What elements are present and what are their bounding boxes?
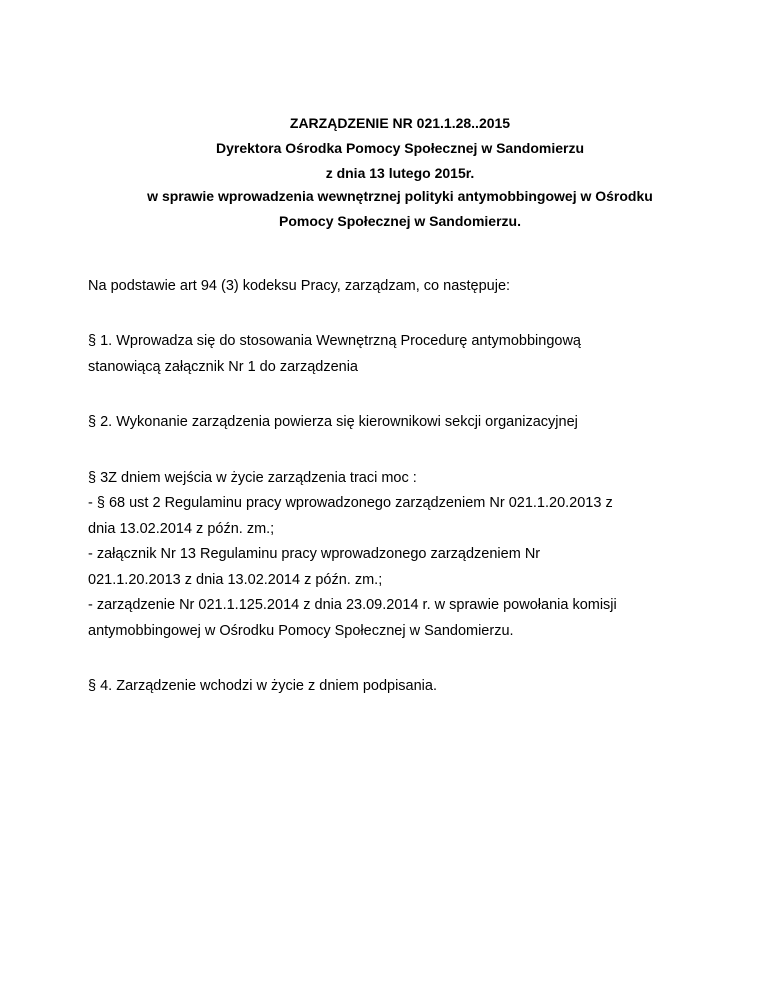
document-date: z dnia 13 lutego 2015r. [325, 165, 475, 181]
document-subject-line-2: Pomocy Społecznej w Sandomierzu. [279, 213, 521, 229]
section-3-item-1-line-1: - § 68 ust 2 Regulaminu pracy wprowadzonego zarządzeniem Nr 021.1.20.2013 z [88, 495, 613, 511]
section-3-intro: § 3Z dniem wejścia w życie zarządzenia traci moc : [88, 470, 417, 486]
section-3-item-3-line-1: - zarządzenie Nr 021.1.125.2014 z dnia 23.09.2014 r. w sprawie powołania komisji [88, 597, 617, 613]
section-1-line-1: § 1. Wprowadza się do stosowania Wewnętrzną Procedurę antymobbingową [88, 333, 581, 349]
section-3-item-3-line-2: antymobbingowej w Ośrodku Pomocy Społecznej w Sandomierzu. [88, 623, 514, 639]
legal-basis-paragraph: Na podstawie art 94 (3) kodeksu Pracy, zarządzam, co następuje: [88, 278, 511, 294]
section-3-item-1-line-2: dnia 13.02.2014 z późn. zm.; [88, 521, 275, 537]
document-title: ZARZĄDZENIE NR 021.1.28..2015 [289, 115, 511, 131]
document-subject-line-1: w sprawie wprowadzenia wewnętrznej polityki antymobbingowej w Ośrodku [147, 188, 653, 204]
section-4-paragraph: § 4. Zarządzenie wchodzi w życie z dniem podpisania. [88, 678, 437, 694]
section-3-item-2-line-1: - załącznik Nr 13 Regulaminu pracy wprowadzonego zarządzeniem Nr [88, 546, 541, 562]
section-3-item-2-line-2: 021.1.20.2013 z dnia 13.02.2014 z późn. zm.; [88, 572, 383, 588]
section-2-paragraph: § 2. Wykonanie zarządzenia powierza się kierownikowi sekcji organizacyjnej [88, 414, 578, 430]
section-1-line-2: stanowiącą załącznik Nr 1 do zarządzenia [88, 359, 358, 375]
document-issuer: Dyrektora Ośrodka Pomocy Społecznej w Sandomierzu [216, 140, 584, 156]
